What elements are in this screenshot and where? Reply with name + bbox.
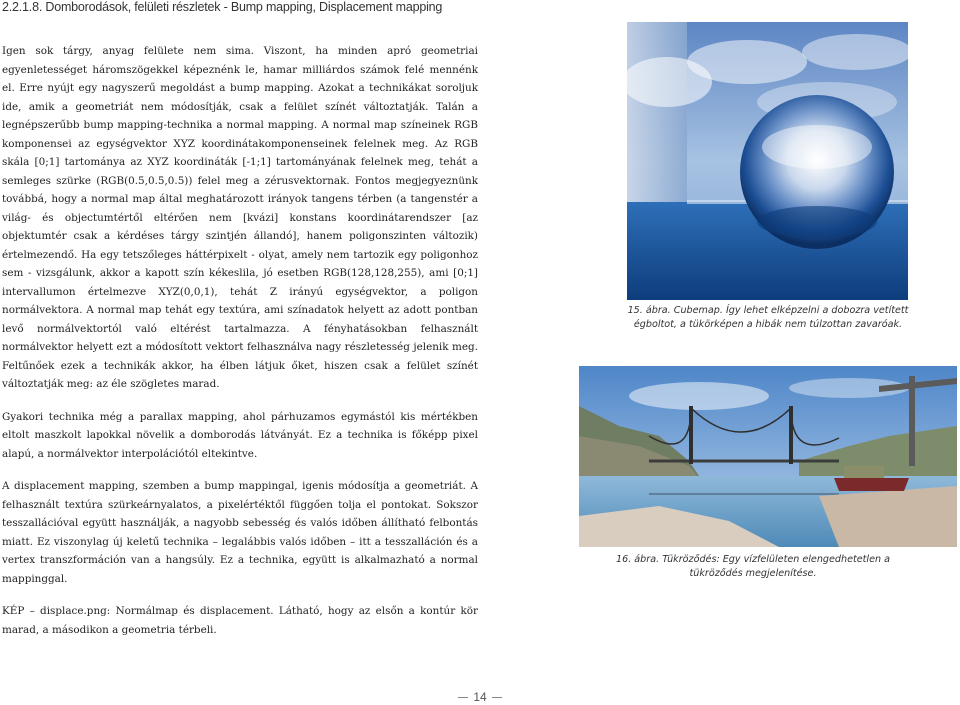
page-number — [0, 690, 960, 704]
caption-15-line2: égboltot, a tükörképen a hibák nem túlzottan zavaróak. — [633, 318, 903, 330]
caption-figure-16 — [595, 553, 911, 580]
paragraph-image-note: KÉP – displace.png: Normálmap és displacement. Látható, hogy az elsőn a kontúr kör marad, a másodikon a geometria térbeli. — [2, 605, 478, 636]
text-column — [2, 42, 478, 653]
paragraph-parallax: Gyakori technika még a parallax mapping, ahol párhuzamos egymástól kis mértékben eltolt maszkolt lapokkal növelik a domborodás látványát. Ez a technika is főképp pixel alapú, a normálvektor interpolációtól eltekintve. — [2, 410, 478, 460]
paragraph-displacement: A displacement mapping, szemben a bump mappingal, igenis módosítja a geometriát. A felhasznált textúra szürkeárnyalatos, a pixelértéktől függően tolja el pontokat. Sokszor tesszallációval együtt használják, a nagyobb sebesség és valós időben állítható felbontás miatt. Ez viszonylag új keletű technika – legalábbis valós időben – itt a tesszalláción és a vertex transzformáción van a hangsúly. Ez a technika, együtt is alkalmazható a normal mappinggal. — [2, 480, 478, 585]
caption-16-line1: 16. ábra. Tükröződés: Egy vízfelületen elengedhetetlen a — [616, 554, 890, 565]
caption-15-line1: 15. ábra. Cubemap. Így lehet elképzelni a dobozra vetített — [627, 305, 909, 316]
page-number-value: 14 — [473, 690, 487, 704]
paragraph-bump-mapping: Igen sok tárgy, anyag felülete nem sima. Viszont, ha minden apró geometriai egyenletességet háromszögekkel képeznénk le, hamar milliárdos számok felé mennénk el. Erre nyújt egy nagyszerű megoldást a bump mapping. Azokat a technikákat soroljuk ide, amik a geometriát nem módosítják, csak a felület színét változtatják. Talán a legnépszerűbb bump mapping-technika a normal mapping. A normal map színeinek RGB komponensei az egységvektor XYZ koordinátakomponenseinek felelnek meg. Az RGB skála [0;1] tartománya az XYZ koordináták [-1;1] tartományának felelnek meg, tehát a semleges szürke (RGB(0.5,0.5,0.5)) felel meg a zérusvektornak. Fontos megjegyeznünk továbbá, hogy a normal map által meghatározott irányok tangens térben (a tangenstér a világ- és objectumtértől eltérően nem [kvázi] konstans koordinátarendszer [az objektumtér csak a kérdéses tárgy szintjén állandó], hanem poligonszinten változik) értelmezendő. Ha egy tetszőleges háttérpixelt - olyat, amely nem tartozik egy poligonhoz sem - vizsgálunk, akkor a kapott szín kékeslila, jó esetben RGB(128,128,255), ami [0;1] intervallumon értelmezve XYZ(0,0,1), tehát Z irányú egységvektor, a poligon normálvektora. A normal map tehát egy textúra, ami színadatok helyett az adott pontban levő normálvektortól való eltérést tartalmazza. A fényhatásokban felhasznált normálvektor helyett ezt a módosított vektort felhasználva nagy részletesség jelenik meg. Feltűnőek ezek a technikák akkor, ha élben látjuk őket, hiszen csak a felület színét változtatják meg: az éle szögletes marad. — [2, 45, 478, 390]
figure-cubemap — [627, 22, 908, 300]
reflection-image — [579, 366, 957, 547]
page-number-dash-right — [492, 697, 502, 698]
section-heading: 2.2.1.8. Domborodások, felületi részletek - Bump mapping, Displacement mapping — [2, 0, 443, 14]
page-number-dash-left — [458, 697, 468, 698]
cubemap-image — [627, 22, 908, 300]
figure-reflection — [579, 366, 957, 547]
caption-figure-15 — [610, 304, 926, 331]
caption-16-line2: tükröződés megjelenítése. — [689, 567, 817, 579]
